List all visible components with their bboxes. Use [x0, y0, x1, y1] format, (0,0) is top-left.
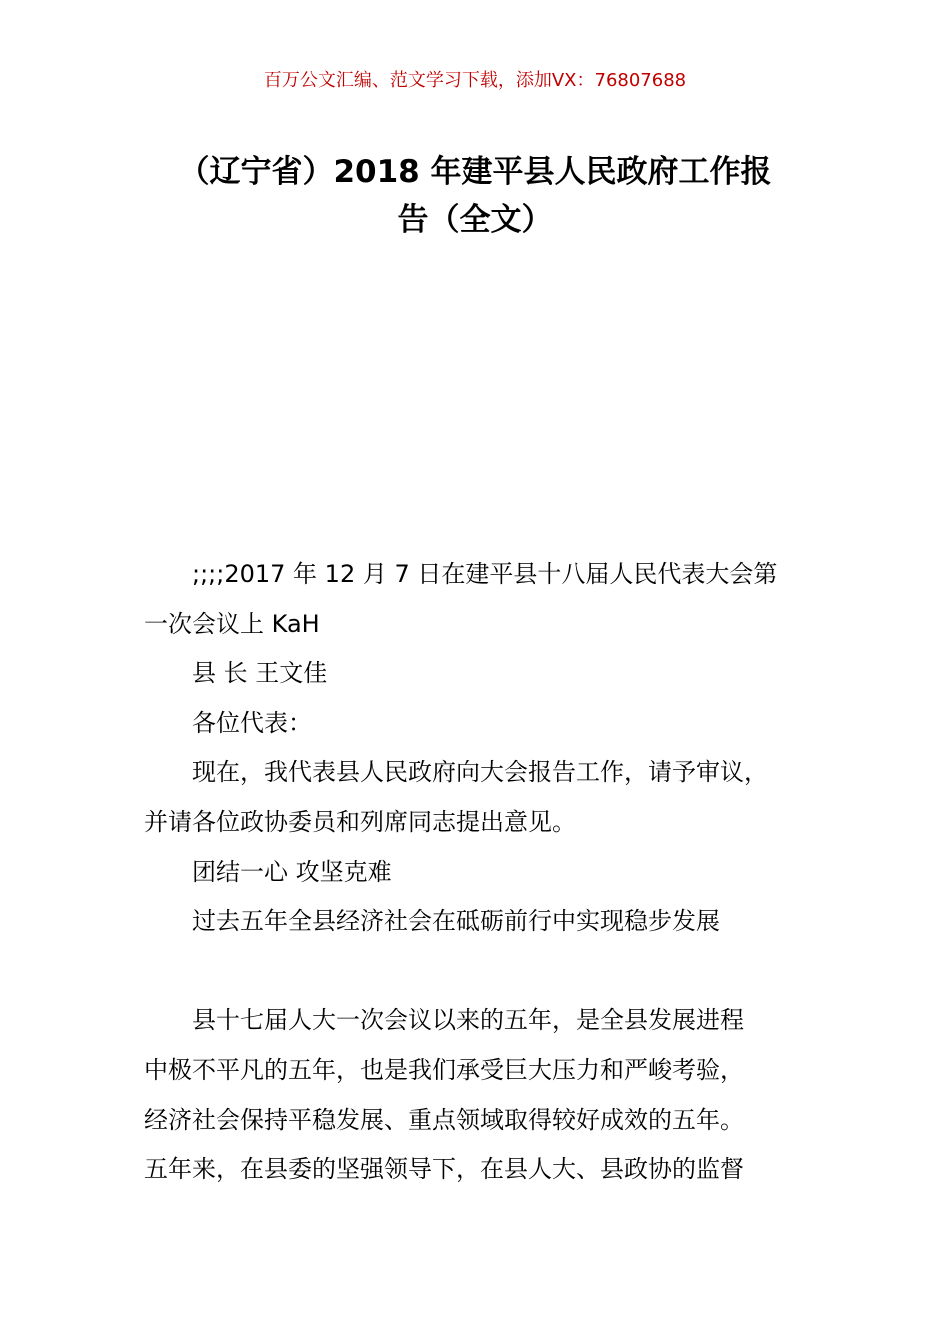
title-line-1: （辽宁省）2018 年建平县人民政府工作报 [178, 154, 772, 190]
intro-line-1: 现在，我代表县人民政府向大会报告工作，请予审议， [192, 758, 768, 787]
meeting-info: ;;;;2017 年 12 月 7 日在建平县十八届人民代表大会第 [192, 560, 778, 588]
header-watermark-note: 百万公文汇编、范文学习下载，添加VX：76807688 [263, 70, 687, 91]
paragraph-gap [144, 947, 834, 997]
speaker-line: 县 长 王文佳 [192, 659, 328, 688]
section-subheading: 过去五年全县经济社会在砥砺前行中实现稳步发展 [192, 907, 720, 936]
title-line-2: 告（全文） [397, 202, 553, 238]
paragraph-1-line-1: 县十七届人大一次会议以来的五年，是全县发展进程 [192, 1006, 744, 1035]
paragraph-1-line-3: 经济社会保持平稳发展、重点领域取得较好成效的五年。 [144, 1105, 744, 1134]
document-body [144, 550, 834, 1195]
paragraph-1-line-4: 五年来，在县委的坚强领导下，在县人大、县政协的监督 [144, 1155, 744, 1184]
salutation: 各位代表： [192, 708, 312, 737]
document-title [140, 148, 810, 244]
paragraph-1-line-2: 中极不平凡的五年，也是我们承受巨大压力和严峻考验， [144, 1055, 744, 1084]
section-heading: 团结一心 攻坚克难 [192, 857, 392, 886]
intro-line-2: 并请各位政协委员和列席同志提出意见。 [144, 807, 576, 836]
meeting-info-continued: 一次会议上 KaH [144, 609, 320, 638]
